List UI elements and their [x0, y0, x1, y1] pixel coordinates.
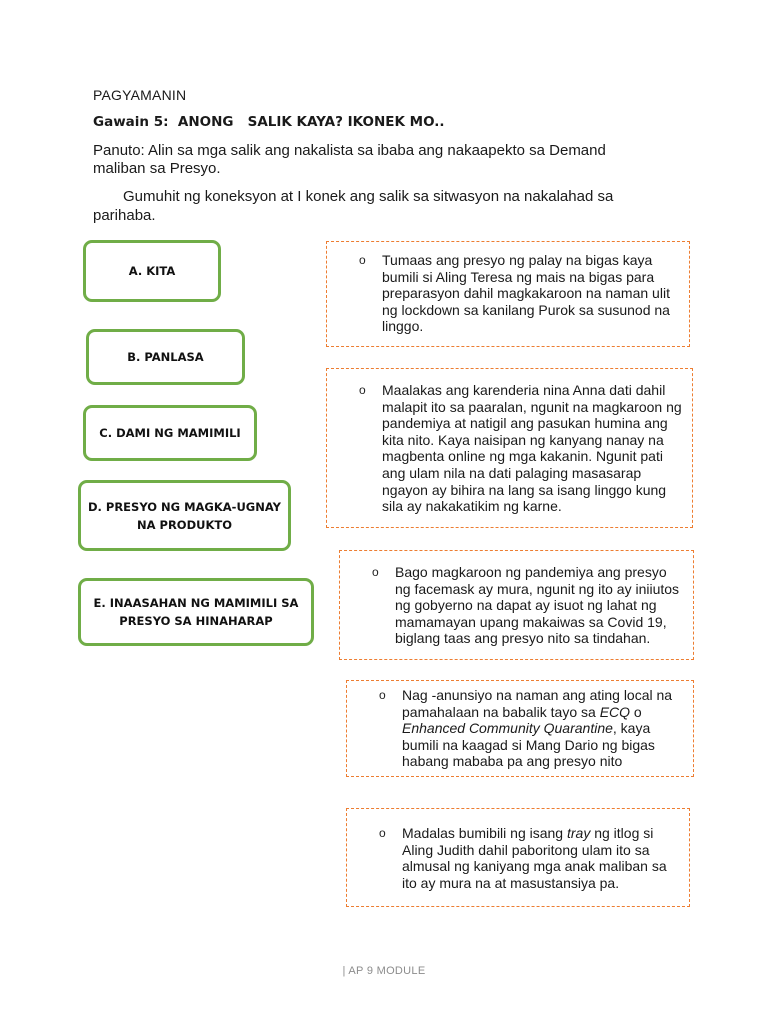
situation-text-4-part1: Nag -anunsiyo na naman ang ating local na pamahalaan na babalik tayo sa: [402, 687, 673, 720]
situation-text-5-part2: ng itlog si Aling Judith dahil paboritong ulam ito sa almusal ng kaniyang mga anak maliban sa ito ay mura na at masustansiya pa.: [402, 825, 667, 891]
option-label-line2: PRESYO SA HINAHARAP: [119, 614, 273, 628]
option-d-presyo-ng-magka-ugnay[interactable]: [78, 480, 291, 551]
option-a-kita[interactable]: [83, 240, 221, 302]
situation-text-4: [402, 687, 684, 770]
option-label: A. KITA: [128, 264, 176, 278]
activity-title: Gawain 5: ANONG SALIK KAYA? IKONEK MO..: [93, 114, 445, 130]
situation-text-4-part2: o: [630, 703, 642, 720]
bullet-icon: o: [372, 565, 379, 579]
option-b-panlasa[interactable]: [86, 329, 245, 385]
situation-text-2: Maalakas ang karenderia nina Anna dati dahil malapit ito sa paaralan, ngunit na magkaroon ng pandemiya at natigil ang pasukan humina ang kita nito. Kaya naisipan ng kanyang nanay na magbenta online ng mga kakanin. Ngunit pati ang ulam nila na dati palaging masasarap ngayon ay bihira na lang sa isang linggo kung sila ay nakakatikim ng karne.: [382, 382, 682, 515]
situation-text-5: [402, 825, 684, 891]
situation-text-5-part1: Madalas bumibili ng isang: [402, 825, 567, 841]
situation-text-1: Tumaas ang presyo ng palay na bigas kaya bumili si Aling Teresa ng mais na bigas para preparasyon dahil magkakaroon na naman ulit ng lockdown sa kanilang Purok sa susunod na linggo.: [382, 252, 670, 335]
page-footer: | AP 9 MODULE: [342, 965, 426, 977]
bullet-icon: o: [379, 688, 386, 702]
option-label-line1: E. INAASAHAN NG MAMIMILI SA: [93, 596, 299, 610]
situation-text-4-part3: , kaya bumili na kaagad si Mang Dario ng bigas habang mababa pa ang presyo nito: [402, 720, 655, 770]
instructions-panuto: Panuto: Alin sa mga salik ang nakalista sa ibaba ang nakaapekto sa Demand maliban sa Presyo.: [93, 142, 606, 177]
instructions-gumuhit: Gumuhit ng koneksyon at I konek ang salik sa sitwasyon na nakalahad sa parihaba.: [93, 188, 614, 224]
situation-text-3: Bago magkaroon ng pandemiya ang presyo ng facemask ay mura, ngunit ng ito ay iniiutos ng gobyerno na dapat ay isuot ng lahat ng mamamayan upang makaiwas sa Covid 19, biglang taas ang presyo nito sa tindahan.: [395, 564, 680, 647]
option-label-line1: D. PRESYO NG MAGKA-UGNAY: [87, 499, 281, 514]
situation-text-5-tray: tray: [566, 825, 591, 841]
situation-text-4-ecq: ECQ: [599, 703, 631, 720]
option-label-line2: NA PRODUKTO: [136, 517, 232, 532]
option-c-dami-ng-mamimili[interactable]: [83, 405, 257, 461]
section-title: PAGYAMANIN: [93, 87, 187, 103]
bullet-icon: o: [379, 826, 386, 840]
bullet-icon: o: [359, 383, 366, 397]
option-e-inaasahan-ng-mamimili[interactable]: [78, 578, 314, 646]
bullet-icon: o: [359, 253, 366, 267]
option-label: C. DAMI NG MAMIMILI: [99, 426, 241, 440]
option-label: B. PANLASA: [127, 350, 204, 364]
situation-text-4-ecq-full: Enhanced Community Quarantine: [402, 720, 613, 737]
